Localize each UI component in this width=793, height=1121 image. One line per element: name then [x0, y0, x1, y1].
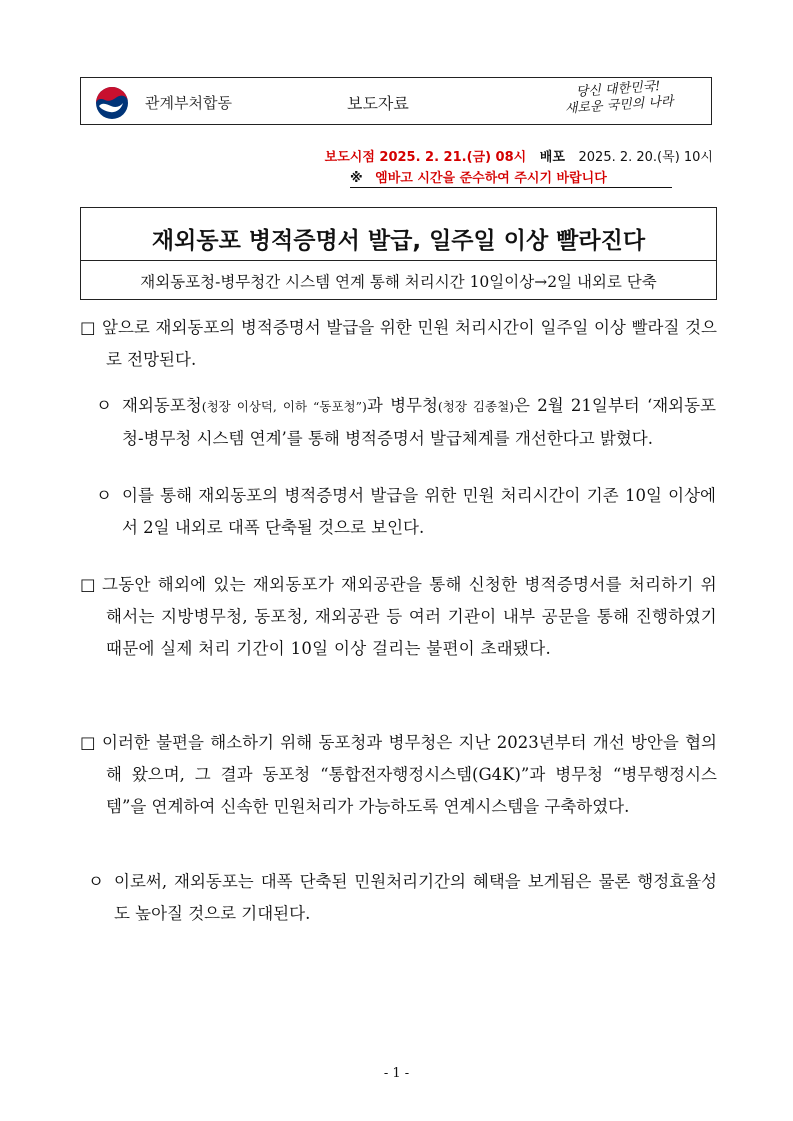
square-bullet: □ — [80, 733, 96, 752]
slogan-line2: 새로운 국민의 나라 — [564, 94, 674, 117]
embargo-message: 엠바고 시간을 준수하여 주시기 바랍니다 — [375, 171, 607, 186]
page-subtitle: 재외동포청-병무청간 시스템 연계 통해 처리시간 10일이상→2일 내외로 단축 — [140, 273, 657, 291]
slogan-line1: 당신 대한민국! — [575, 79, 661, 100]
square-bullet: □ — [80, 318, 96, 337]
sub-item-2-text: 이를 통해 재외동포의 병적증명서 발급을 위한 민원 처리시간이 기존 10일 이상에서 2일 내외로 대폭 단축될 것으로 보인다. — [122, 486, 716, 537]
square-bullet: □ — [80, 575, 96, 594]
sub-item-2 — [96, 480, 716, 544]
sub-item-1-text — [96, 390, 716, 455]
paragraph-1 — [80, 312, 717, 376]
paragraph-3-text: 이러한 불편을 해소하기 위해 동포청과 병무청은 지난 2023년부터 개선 방안을 협의해 왔으며, 그 결과 동포청 “통합전자행정시스템(G4K)”과 병무청 “병무행정시스템”을 연계하여 신속한 민원처리가 가능하도록 연계시스템을 구축하였다. — [102, 733, 717, 816]
sub-item-1 — [96, 390, 716, 455]
doc-type: 보도자료 — [347, 94, 409, 113]
embargo-notice — [350, 167, 672, 188]
sub-item-3-text: 이로써, 재외동포는 대폭 단축된 민원처리기간의 혜택을 보게됨은 물론 행정효율성도 높아질 것으로 기대된다. — [114, 872, 717, 923]
page-number: - 1 - — [383, 1066, 410, 1081]
sub-item-1-b-note: (청장 김종철) — [437, 399, 515, 414]
paragraph-2 — [80, 569, 717, 665]
sub-item-1-a: 재외동포청 — [122, 396, 202, 415]
sub-item-1-b: 과 병무청 — [366, 396, 438, 415]
circle-bullet: ㅇ — [96, 486, 112, 505]
government-logo-icon — [95, 86, 129, 120]
embargo-mark: ※ — [350, 171, 363, 186]
header-box — [80, 77, 712, 125]
title-box — [80, 207, 717, 300]
org-name: 관계부처합동 — [145, 94, 232, 112]
release-label: 보도시점 — [324, 150, 375, 165]
sub-item-1-c: 은 2월 21일부터 ‘재외동포청-병무청 시스템 연계’를 통해 병적증명서 발급체계를 개선한다고 밝혔다. — [122, 396, 716, 448]
slogan-signature — [538, 76, 700, 127]
sub-item-3 — [88, 866, 717, 930]
paragraph-1-text: 앞으로 재외동포의 병적증명서 발급을 위한 민원 처리시간이 일주일 이상 빨라질 것으로 전망된다. — [102, 318, 717, 369]
paragraph-3 — [80, 727, 717, 823]
page-title: 재외동포 병적증명서 발급, 일주일 이상 빨라진다 — [151, 228, 646, 254]
distribution-label: 배포 — [539, 150, 565, 165]
title-divider — [81, 260, 716, 261]
circle-bullet: ㅇ — [88, 872, 104, 891]
release-datetime: 2025. 2. 21.(금) 08시 — [379, 150, 527, 165]
sub-item-1-a-note: (청장 이상덕, 이하 “동포청”) — [201, 399, 367, 414]
circle-bullet: ㅇ — [96, 396, 112, 415]
paragraph-2-text: 그동안 해외에 있는 재외동포가 재외공관을 통해 신청한 병적증명서를 처리하기 위해서는 지방병무청, 동포청, 재외공관 등 여러 기관이 내부 공문을 통해 진행하였기 때문에 실제 처리 기간이 10일 이상 걸리는 불편이 초래됐다. — [102, 575, 717, 658]
release-info — [325, 146, 713, 165]
distribution-datetime: 2025. 2. 20.(목) 10시 — [578, 150, 713, 165]
